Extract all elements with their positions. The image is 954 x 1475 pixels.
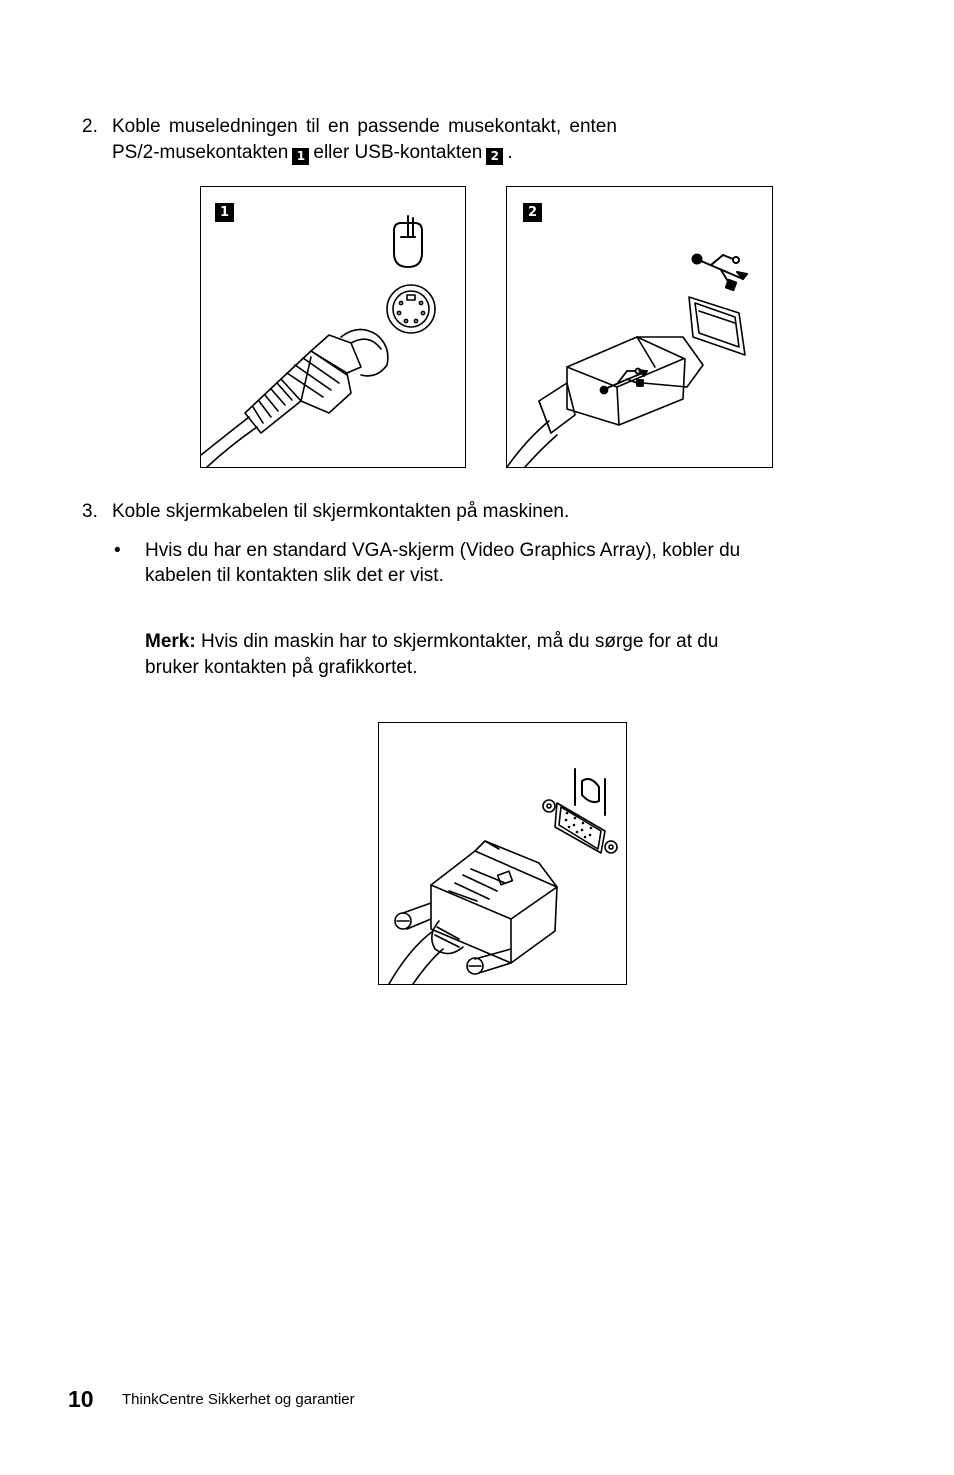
step-number: 3. (82, 501, 98, 522)
bullet-text-line1: Hvis du har en standard VGA-skjerm (Video Graphics Array), kobler du (145, 540, 741, 561)
note-label: Merk: (145, 631, 196, 652)
vga-plug-illustration (379, 723, 626, 984)
bullet-text-line2: kabelen til kontakten slik det er vist. (145, 565, 444, 586)
mouse-icon (394, 216, 422, 267)
ps2-plug-illustration (201, 187, 465, 467)
usb-icon (693, 255, 748, 291)
note (145, 629, 718, 654)
ps2-connector-figure (200, 186, 466, 468)
usb-port (689, 297, 745, 355)
step-text-part: . (507, 142, 513, 163)
note-text-line2: bruker kontakten på grafikkortet. (145, 657, 418, 678)
step-text-part: eller USB-kontakten (313, 142, 483, 163)
usb-plug-illustration (507, 187, 772, 467)
bullet-symbol: • (114, 540, 121, 561)
vga-connector-figure (378, 722, 627, 985)
page-number: 10 (68, 1386, 94, 1412)
step-number: 2. (82, 116, 98, 137)
callout-badge-2: 2 (486, 148, 503, 165)
step-text-line2 (112, 140, 513, 165)
figure-badge-1: 1 (215, 203, 234, 222)
step-text-line1: Koble museledningen til en passende musekontakt, enten (112, 116, 617, 137)
figure-badge-2: 2 (523, 203, 542, 222)
ps2-port (387, 285, 435, 333)
callout-badge-1: 1 (292, 148, 309, 165)
monitor-icon (575, 769, 605, 815)
note-text-line1: Hvis din maskin har to skjermkontakter, må du sørge for at du (200, 631, 719, 652)
step-text-part: PS/2-musekontakten (112, 142, 289, 163)
footer-title: ThinkCentre Sikkerhet og garantier (122, 1391, 355, 1408)
step-text: Koble skjermkabelen til skjermkontakten på maskinen. (112, 501, 570, 522)
usb-connector-figure (506, 186, 773, 468)
usb-plug-logo (601, 369, 648, 394)
